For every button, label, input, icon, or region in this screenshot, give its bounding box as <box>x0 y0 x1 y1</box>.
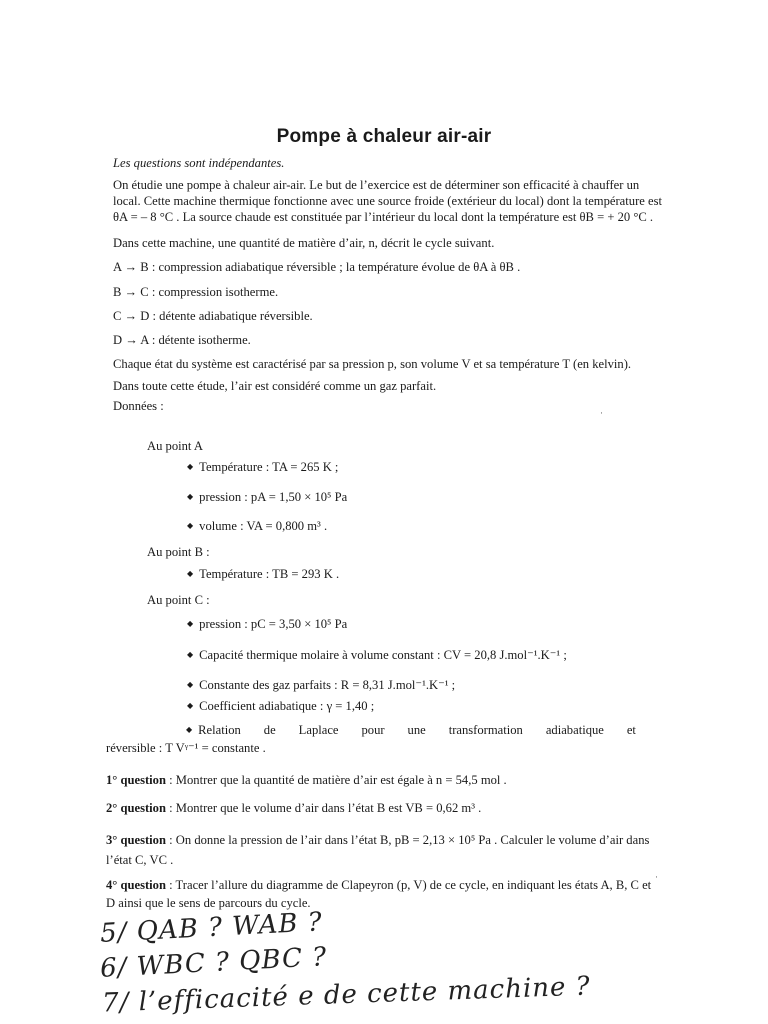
question-text: : Montrer que la quantité de matière d’air est égale à n = 54,5 mol . <box>165 773 507 787</box>
data-heading: Données : <box>113 399 164 413</box>
cycle-step-ab: A → B : compression adiabatique réversible ; la température évolue de θA à θB . <box>113 260 521 274</box>
cycle-step-da: D → A : détente isotherme. <box>113 333 251 347</box>
question-1 <box>106 772 507 788</box>
statement-gas: Dans toute cette étude, l’air est considéré comme un gaz parfait. <box>113 379 437 393</box>
handwritten-question-7: 7/ l’efficacité e de cette machine ? <box>101 971 592 1019</box>
laplace-word: adiabatique <box>545 723 604 737</box>
question-text: : Montrer que le volume d’air dans l’état B est VB = 0,62 m³ . <box>165 801 482 815</box>
intro-line-2: local. Cette machine thermique fonctionne avec une source froide (extérieur du local) dont la température est <box>113 194 662 208</box>
laplace-word: transformation <box>448 723 523 737</box>
statement-state: Chaque état du système est caractérisé par sa pression p, son volume V et sa température T (en kelvin). <box>113 357 632 371</box>
question-label: 2° question <box>106 801 166 815</box>
point-b-label: Au point B : <box>147 545 210 559</box>
scan-speck: · <box>600 408 603 418</box>
question-4-continued: D ainsi que le sens de parcours du cycle. <box>106 896 311 910</box>
point-c-adiabatic-coefficient: ◆ Coefficient adiabatique : γ = 1,40 ; <box>187 698 374 716</box>
point-c-pressure: ◆ pression : pC = 3,50 × 10⁵ Pa <box>187 616 347 634</box>
intro-line-1: On étudie une pompe à chaleur air-air. Le but de l’exercice est de déterminer son efficacité à chauffer un <box>113 178 640 192</box>
scan-speck: · <box>655 872 658 882</box>
intro-line-3: θA = – 8 °C . La source chaude est constituée par l’intérieur du local dont la température est θB = + 20 °C . <box>113 210 654 224</box>
laplace-word: et <box>626 723 636 737</box>
cycle-step-cd: C → D : détente adiabatique réversible. <box>113 309 313 323</box>
question-3-continued: l’état C, VC . <box>106 853 174 867</box>
question-label: 3° question <box>106 833 166 847</box>
handwritten-question-5: 5/ QAB ? WAB ? <box>99 907 324 949</box>
question-text: : On donne la pression de l’air dans l’état B, pB = 2,13 × 10⁵ Pa . Calculer le volume d’air dans <box>165 833 650 847</box>
intro-line-4: Dans cette machine, une quantité de matière d’air, n, décrit le cycle suivant. <box>113 236 495 250</box>
point-a-volume: ◆ volume : VA = 0,800 m³ . <box>187 518 327 536</box>
question-text: : Tracer l’allure du diagramme de Clapeyron (p, V) de ce cycle, en indiquant les états A, B, C et <box>165 878 652 892</box>
laplace-word: Laplace <box>298 723 339 737</box>
point-c-heat-capacity: ◆ Capacité thermique molaire à volume constant : CV = 20,8 J.mol⁻¹.K⁻¹ ; <box>187 647 567 665</box>
point-b-temperature: ◆ Température : TB = 293 K . <box>187 566 339 584</box>
point-c-gas-constant: ◆ Constante des gaz parfaits : R = 8,31 J.mol⁻¹.K⁻¹ ; <box>187 677 455 695</box>
question-3 <box>106 832 649 848</box>
laplace-relation-formula: réversible : T Vᵞ⁻¹ = constante . <box>106 741 266 755</box>
document-title: Pompe à chaleur air-air <box>276 126 492 147</box>
laplace-word: ◆ Relation <box>186 722 241 740</box>
point-a-pressure: ◆ pression : pA = 1,50 × 10⁵ Pa <box>187 489 347 507</box>
subtitle-note: Les questions sont indépendantes. <box>113 156 285 170</box>
question-label: 1° question <box>106 773 166 787</box>
cycle-step-bc: B → C : compression isotherme. <box>113 285 279 299</box>
laplace-relation-line <box>186 722 636 740</box>
laplace-word: pour <box>361 723 385 737</box>
question-2 <box>106 800 481 816</box>
question-label: 4° question <box>106 878 166 892</box>
handwritten-question-6: 6/ WBC ? QBC ? <box>99 942 328 984</box>
point-c-label: Au point C : <box>147 593 210 607</box>
laplace-word: une <box>407 723 426 737</box>
point-a-label: Au point A <box>147 439 203 453</box>
question-4 <box>106 877 651 893</box>
laplace-word: de <box>263 723 276 737</box>
point-a-temperature: ◆ Température : TA = 265 K ; <box>187 459 338 477</box>
